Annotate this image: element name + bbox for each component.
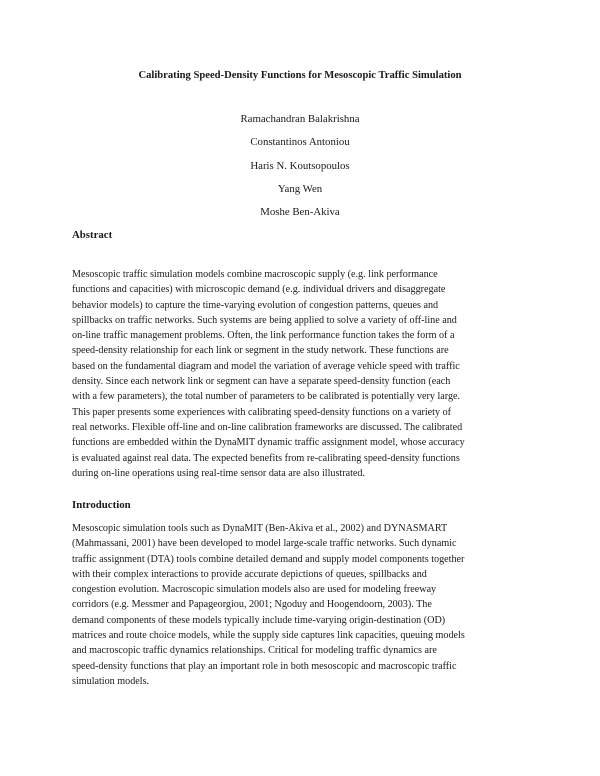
text-line: Mesoscopic traffic simulation models combine macroscopic supply (e.g. link performance [72,269,438,280]
text-line: is evaluated against real data. The expected benefits from re-calibrating speed-density functions [72,452,460,464]
text-line: on-line traffic management problems. Often, the link performance function takes the form of a [72,330,455,342]
author-name: Ramachandran Balakrishna [240,113,360,125]
text-line: density. Since each network link or segment can have a separate speed-density function (each [72,376,451,388]
paper-title: Calibrating Speed-Density Functions for Mesoscopic Traffic Simulation [138,70,462,81]
text-line: congestion evolution. Macroscopic simulation models also are used for modeling freeway [72,584,437,596]
abstract-heading: Abstract [72,229,113,241]
text-line: functions and capacities) with microscopic demand (e.g. individual drivers and disaggregate [72,284,446,296]
text-line: spillbacks on traffic networks. Such systems are being applied to solve a variety of off-line and [72,314,457,326]
author-name: Yang Wen [277,182,323,195]
text-line: (Mahmassani, 2001) have been developed to model large-scale traffic networks. Such dynamic [72,538,457,550]
text-line: real networks. Flexible off-line and on-line calibration frameworks are discussed. The calibrated [72,421,463,433]
text-line: Mesoscopic simulation tools such as DynaMIT (Ben-Akiva et al., 2002) and DYNASMART [72,523,448,534]
author-name: Haris N. Koutsopoulos [250,159,350,172]
text-line: behavior models) to capture the time-varying evolution of congestion patterns, queues and [72,299,439,311]
text-line: This paper presents some experiences with calibrating speed-density functions on a variety of [72,406,452,418]
text-line: during on-line operations using real-time sensor data are also illustrated. [72,467,365,479]
introduction-paragraph [72,521,532,689]
introduction-heading: Introduction [72,499,131,511]
text-line: speed-density functions that play an important role in both mesoscopic and macroscopic traffic [72,660,457,672]
text-line: speed-density relationship for each link or segment in the study network. These functions are [72,345,449,357]
text-line: with a few parameters), the total number of parameters to be calibrated is potentially very large. [72,391,461,403]
text-line: simulation models. [72,675,150,687]
author-list [0,112,600,228]
text-line: matrices and route choice models, while the supply side captures link capacities, queuing models [72,630,465,642]
author-name: Constantinos Antoniou [250,136,350,149]
text-line: traffic assignment (DTA) tools combine detailed demand and supply model components together [72,553,465,565]
abstract-paragraph [72,267,532,481]
text-line: based on the fundamental diagram and model the variation of average vehicle speed with traffic [72,360,460,372]
text-line: demand components of these models typically include time-varying origin-destination (OD) [72,614,446,626]
text-line: with their complex interactions to provide accurate depictions of queues, spillbacks and [72,568,427,580]
text-line: corridors (e.g. Messmer and Papageorgiou, 2001; Ngoduy and Hoogendoorn, 2003). The [72,599,432,611]
text-line: functions are embedded within the DynaMIT dynamic traffic assignment model, whose accuracy [72,437,465,449]
author-name: Moshe Ben-Akiva [260,206,340,219]
text-line: and macroscopic traffic dynamics relationships. Critical for modeling traffic dynamics are [72,645,437,657]
